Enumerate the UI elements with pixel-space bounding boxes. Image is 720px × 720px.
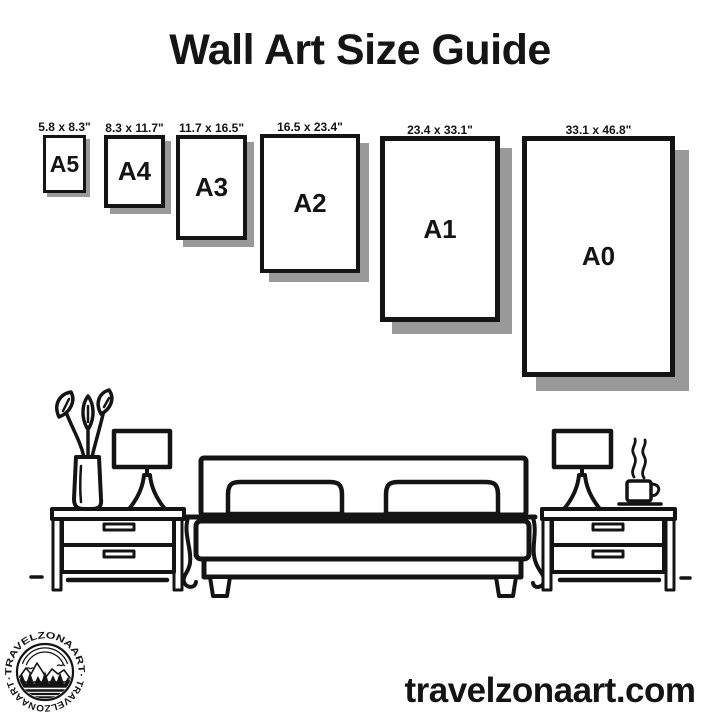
logo-bottom-text: TRAVELZONAART bbox=[5, 678, 86, 714]
lamp-left-icon bbox=[114, 431, 170, 509]
size-box-a1 bbox=[380, 123, 500, 322]
size-name-a5: A5 bbox=[49, 150, 80, 177]
website-url: travelzonaart.com bbox=[404, 671, 696, 710]
size-box-a4 bbox=[104, 121, 165, 208]
bed-foot-left bbox=[210, 577, 230, 596]
size-dimensions-a5: 5.8 x 8.3" bbox=[38, 120, 91, 134]
size-dimensions-a0: 33.1 x 46.8" bbox=[565, 123, 632, 137]
size-name-a4: A4 bbox=[117, 156, 152, 186]
size-dimensions-a4: 8.3 x 11.7" bbox=[105, 121, 164, 135]
size-box-a0 bbox=[522, 123, 675, 377]
lamp-right-icon bbox=[554, 431, 611, 509]
logo-top-text: ·TRAVELZONAART· bbox=[3, 630, 87, 681]
page-title: Wall Art Size Guide bbox=[169, 26, 551, 74]
size-box-a5 bbox=[38, 120, 91, 193]
pillow-right bbox=[386, 482, 498, 514]
size-dimensions-a3: 11.7 x 16.5" bbox=[178, 121, 245, 135]
size-name-a0: A0 bbox=[581, 241, 616, 271]
size-dimensions-a2: 16.5 x 23.4" bbox=[277, 120, 343, 134]
bed-foot-right bbox=[496, 577, 516, 596]
bedroom-illustration bbox=[0, 380, 720, 605]
size-name-a2: A2 bbox=[293, 188, 327, 218]
size-box-a3 bbox=[176, 121, 247, 240]
size-name-a1: A1 bbox=[423, 213, 457, 244]
plant-icon bbox=[57, 390, 112, 509]
size-name-a3: A3 bbox=[194, 172, 229, 202]
bed bbox=[184, 458, 545, 596]
brand-logo-badge bbox=[2, 628, 88, 716]
coffee-cup-icon bbox=[619, 439, 661, 504]
size-dimensions-a1: 23.4 x 33.1" bbox=[407, 123, 473, 137]
size-box-a2 bbox=[260, 120, 360, 273]
pillow-left bbox=[228, 482, 342, 514]
